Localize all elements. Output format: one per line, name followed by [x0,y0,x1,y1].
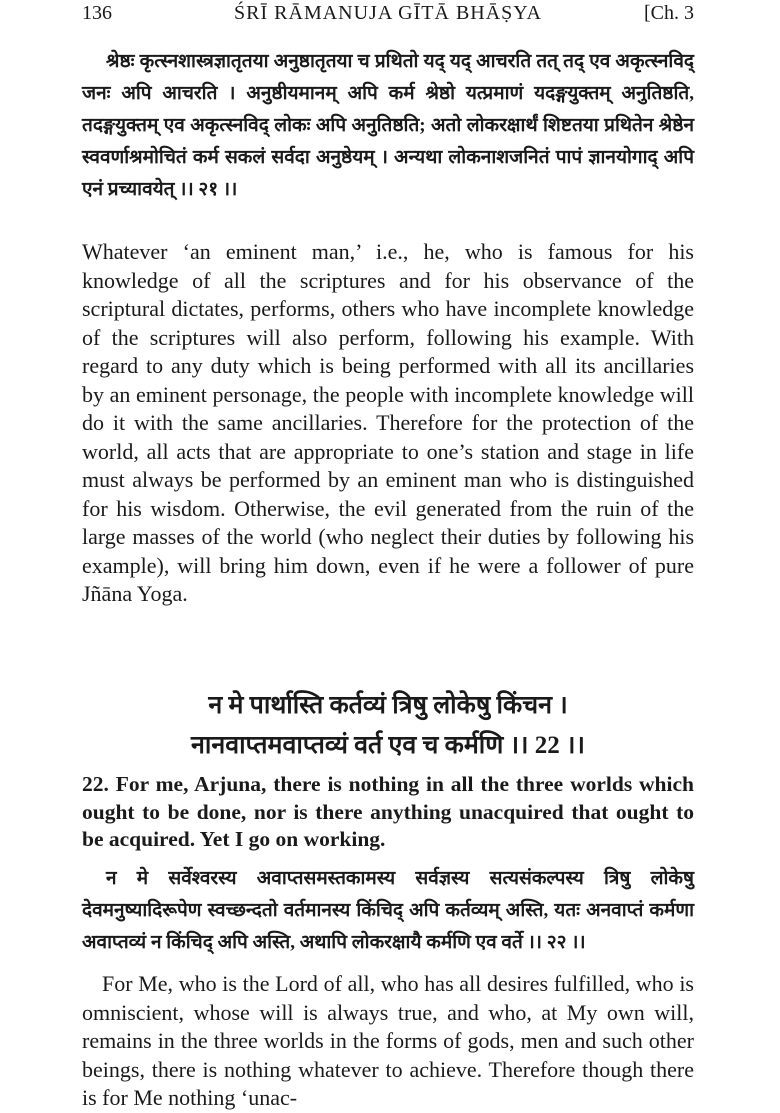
translation-22 [82,771,694,854]
verse-translation: 22. For me, Arjuna, there is nothing in all the three worlds which ought to be done, nor is there anything unacquired that ought to be acquired. Yet I go on working. [82,772,694,851]
english-paragraph: For Me, who is the Lord of all, who has all desires fulfilled, who is omniscient, whose will is always true, and who, at My own will, remains in the three worlds in the forms of gods, men and such other beings, there is nothing whatever to achieve. Therefore though there is for Me nothing ‘unac- [82,971,694,1110]
english-commentary-21 [82,238,694,609]
verse-line-1: न मे पार्थास्ति कर्तव्यं त्रिषु लोकेषु किंचन । [208,692,568,719]
verse-22 [82,686,694,766]
english-commentary-22 [82,970,694,1113]
page-number: 136 [82,2,112,24]
running-header [82,2,694,30]
verse-line-2: नानवाप्तमवाप्तव्यं वर्त एव च कर्मणि ।। 22 ।। [191,732,585,759]
sanskrit-commentary-22 [82,863,694,959]
running-title: ŚRĪ RĀMANUJA GĪTĀ BHĀṢYA [234,2,542,24]
english-paragraph: Whatever ‘an eminent man,’ i.e., he, who is famous for his knowledge of all the scriptures and for his observance of the scriptural dictates, performs, others who have incomplete knowledge of the scriptures will also perform, following his example. With regard to any duty which is being performed with all its ancillaries by an eminent personage, the people with incomplete knowledge will do it with the same ancillaries. Therefore for the protection of the world, all acts that are appropriate to one’s station and stage in life must always be performed by an eminent man who is distinguished for his wisdom. Otherwise, the evil generated from the ruin of the large masses of the world (who neglect their duties by following his example), will bring him down, even if he were a follower of pure Jñāna Yoga. [82,239,694,606]
sanskrit-commentary-21 [82,46,694,206]
sanskrit-paragraph: न मे सर्वेश्वरस्य अवाप्तसमस्तकामस्य सर्वज्ञस्य सत्यसंकल्पस्य त्रिषु लोकेषु देवमनुष्यादिरूपेण स्वच्छन्दतो वर्तमानस्य किंचिद् अपि कर्तव्यम् अस्ति, यतः अनवाप्तं कर्मणा अवाप्तव्यं न किंचिद् अपि अस्ति, अथापि लोकरक्षायै कर्मणि एव वर्ते ।। २२ ।। [82,868,694,953]
chapter-label: [Ch. 3 [644,2,694,24]
sanskrit-paragraph: श्रेष्ठः कृत्स्नशास्त्रज्ञातृतया अनुष्ठातृतया च प्रथितो यद् यद् आचरति तत् तद् एव अकृत्स्नविद् जनः अपि आचरति । अनुष्ठीयमानम् अपि कर्म श्रेष्ठो यत्प्रमाणं यदङ्गयुक्तम् अनुतिष्ठति, तदङ्गयुक्तम् एव अकृत्स्नविद् लोकः अपि अनुतिष्ठति; अतो लोकरक्षार्थं शिष्टतया प्रथितेन श्रेष्ठेन स्ववर्णाश्रमोचितं कर्म सकलं सर्वदा अनुष्ठेयम् । अन्यथा लोकनाशजनितं पापं ज्ञानयोगाद् अपि एनं प्रच्यावयेत् ।। २१ ।। [82,51,694,200]
